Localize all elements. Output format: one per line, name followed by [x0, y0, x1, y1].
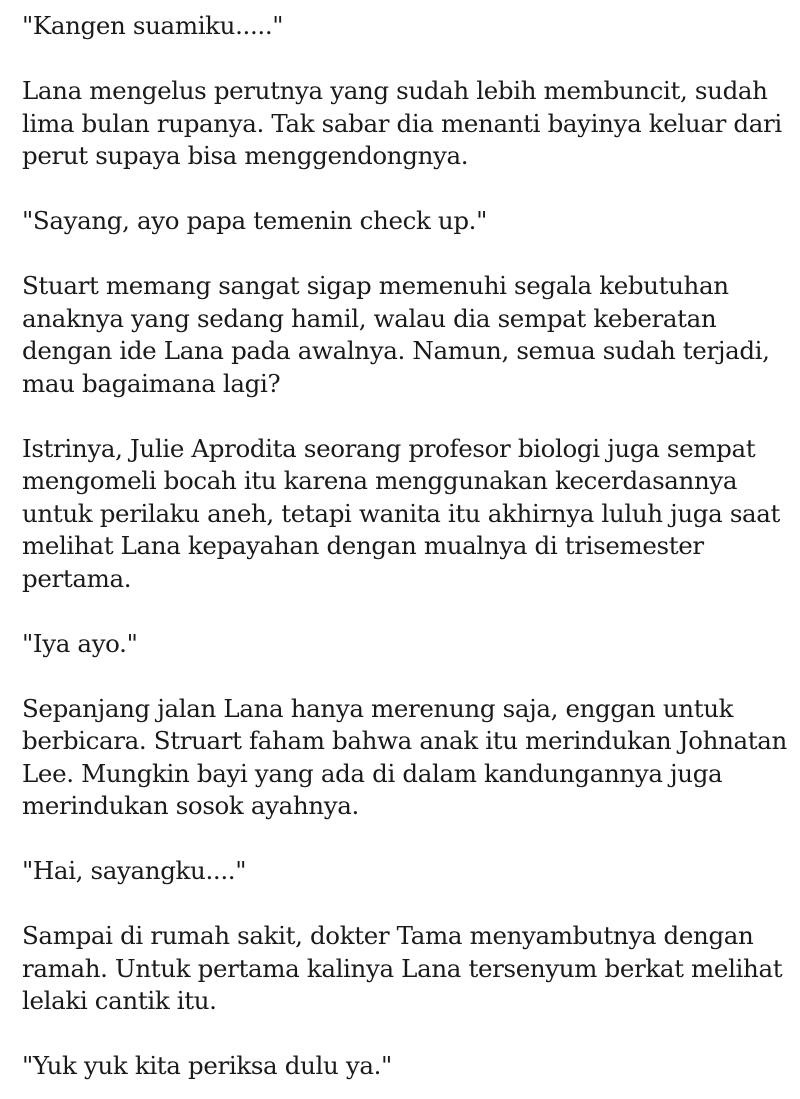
- paragraph-dialogue: "Iya ayo.": [22, 628, 138, 658]
- paragraph-narration: Stuart memang sangat sigap memenuhi segala kebutuhan anaknya yang sedang hamil, walau dia sempat keberatan dengan ide Lana pada awalnya. Namun, semua sudah terjadi, mau bagaimana lagi?: [22, 271, 770, 398]
- paragraph-narration: Sepanjang jalan Lana hanya merenung saja, enggan untuk berbicara. Struart faham bahwa anak itu merindukan Johnatan Lee. Mungkin bayi yang ada di dalam kandungannya juga merindukan sosok ayahnya.: [22, 693, 787, 820]
- paragraph-dialogue: "Yuk yuk kita periksa dulu ya.": [22, 1051, 392, 1080]
- paragraph-narration: Sampai di rumah sakit, dokter Tama menyambutnya dengan ramah. Untuk pertama kalinya Lana tersenyum berkat melihat lelaki cantik itu.: [22, 921, 783, 1015]
- paragraph-dialogue: "Hai, sayangku....": [22, 856, 247, 885]
- story-text: [22, 10, 792, 1083]
- paragraph-narration: Istrinya, Julie Aprodita seorang profesor biologi juga sempat mengomeli bocah itu karena menggunakan kecerdasannya untuk perilaku aneh, tetapi wanita itu akhirnya luluh juga saat melihat Lana kepayahan dengan mualnya di trisemester pertama.: [22, 433, 781, 593]
- paragraph-dialogue: "Sayang, ayo papa temenin check up.": [22, 206, 488, 235]
- paragraph-dialogue: "Kangen suamiku.....": [22, 11, 284, 40]
- paragraph-narration: Lana mengelus perutnya yang sudah lebih membuncit, sudah lima bulan rupanya. Tak sabar dia menanti bayinya keluar dari perut supaya bisa menggendongnya.: [22, 76, 782, 170]
